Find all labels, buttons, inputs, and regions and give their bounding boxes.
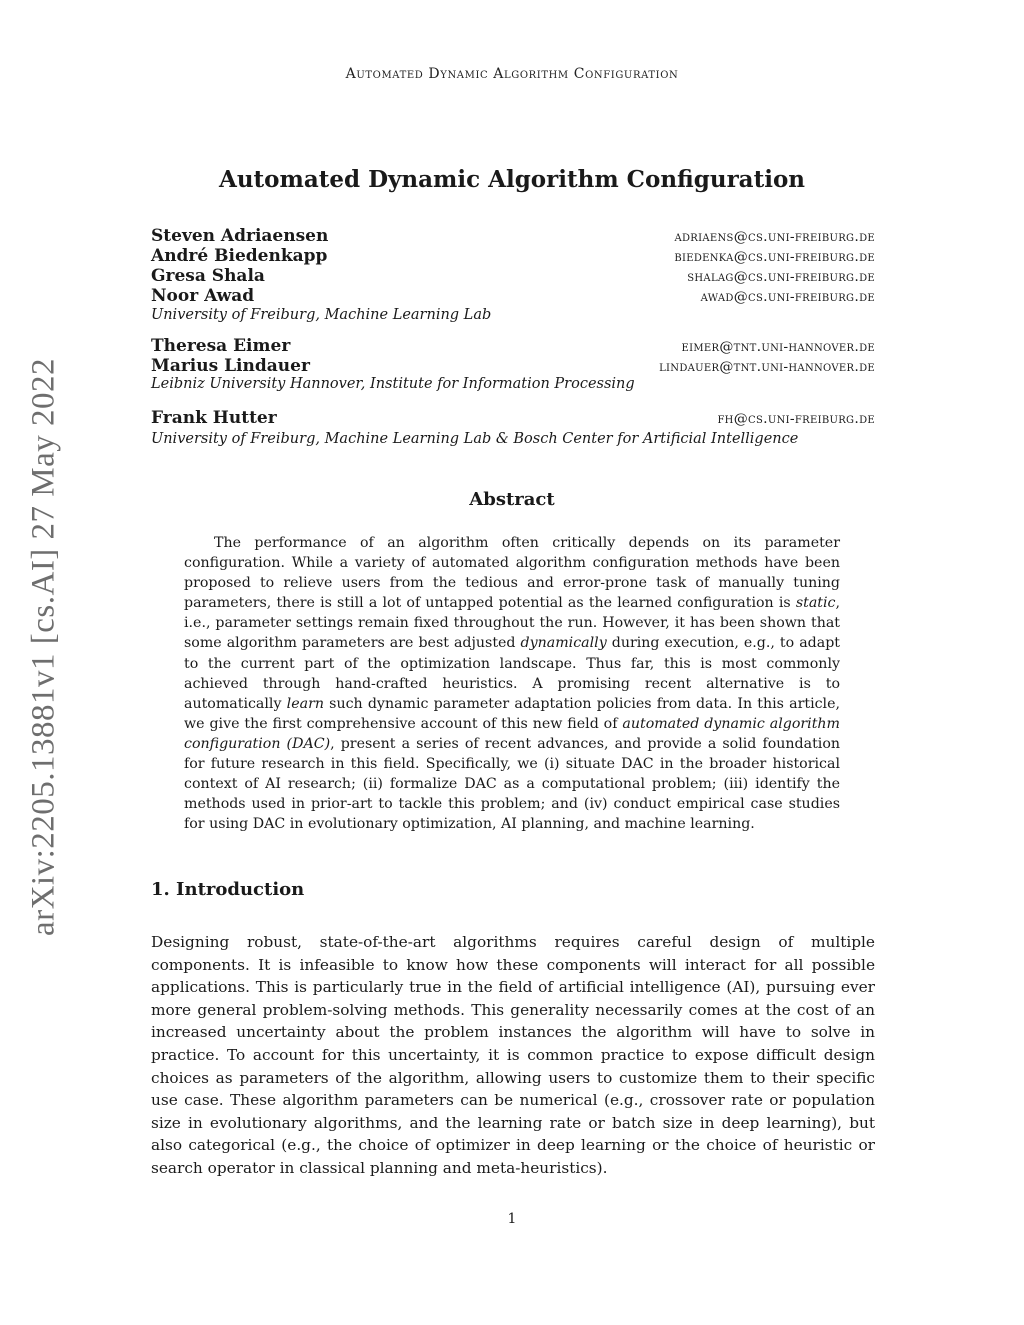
author-email[interactable]: eimer@tnt.uni-hannover.de xyxy=(681,339,875,355)
arxiv-identifier-stamp: arXiv:2205.13881v1 [cs.AI] 27 May 2022 xyxy=(25,357,62,937)
author-row xyxy=(151,356,875,377)
author-email[interactable]: biedenka@cs.uni-freiburg.de xyxy=(674,249,875,265)
introduction-paragraph: Designing robust, state-of-the-art algorithms requires careful design of multiple components. It is infeasible to know how these components will interact for all possible applications. This is particularly true in the field of artificial intelligence (AI), pursuing ever more general problem-solving methods. This generality necessarily comes at the cost of an increased uncertainty about the problem instances the algorithm will have to solve in practice. To account for this uncertainty, it is common practice to expose difficult design choices as parameters of the algorithm, allowing users to customize them to their specific use case. These algorithm parameters can be numerical (e.g., crossover rate or population size in evolutionary algorithms, and the learning rate or batch size in deep learning), but also categorical (e.g., the choice of optimizer in deep learning or the choice of heuristic or search operator in classical planning and meta-heuristics). xyxy=(151,933,875,1177)
abstract-emphasis: dynamically xyxy=(520,635,607,652)
author-row xyxy=(151,286,875,307)
author-row xyxy=(151,226,875,247)
abstract-heading: Abstract xyxy=(469,489,555,510)
affiliation: Leibniz University Hannover, Institute for Information Processing xyxy=(151,376,635,392)
affiliation: University of Freiburg, Machine Learning Lab xyxy=(151,307,492,323)
abstract-body xyxy=(184,533,840,834)
page-number: 1 xyxy=(507,1211,517,1227)
author-row xyxy=(151,408,875,429)
author-email[interactable]: lindauer@tnt.uni-hannover.de xyxy=(659,359,875,375)
author-name: André Biedenkapp xyxy=(151,246,328,266)
author-name: Marius Lindauer xyxy=(151,356,310,376)
abstract-text: , i.e., parameter settings remain fixed throughout the run. However, it has been shown that some algorithm parameters are best adjusted xyxy=(184,595,840,652)
author-name: Gresa Shala xyxy=(151,266,265,286)
abstract-emphasis: automated dynamic algorithm configuration (DAC) xyxy=(184,715,840,752)
paper-title: Automated Dynamic Algorithm Configuration xyxy=(218,166,806,193)
running-head: Automated Dynamic Algorithm Configuration xyxy=(345,66,679,82)
affiliation: University of Freiburg, Machine Learning Lab & Bosch Center for Artificial Intelligence xyxy=(151,431,799,447)
abstract-emphasis: learn xyxy=(286,695,324,712)
author-email[interactable]: shalag@cs.uni-freiburg.de xyxy=(687,269,875,285)
abstract-text: during execution, e.g., to adapt to the current part of the optimization landscape. Thus far, this is most commonly achieved through hand-crafted heuristics. A promising recent alternative is to automatically xyxy=(184,635,840,712)
author-name: Frank Hutter xyxy=(151,408,277,428)
author-email[interactable]: fh@cs.uni-freiburg.de xyxy=(717,411,875,427)
author-name: Noor Awad xyxy=(151,286,255,306)
author-name: Steven Adriaensen xyxy=(151,226,329,246)
section-heading-introduction: 1. Introduction xyxy=(151,879,305,900)
author-row xyxy=(151,246,875,267)
abstract-text: such dynamic parameter adaptation policies from data. In this article, we give the first comprehensive account of this new field of xyxy=(184,695,840,732)
abstract-text: The performance of an algorithm often critically depends on its parameter configuration. While a variety of automated algorithm configuration methods have been proposed to relieve users from the tedious and error-prone task of manually tuning parameters, there is still a lot of untapped potential as the learned configuration is xyxy=(184,535,840,612)
author-name: Theresa Eimer xyxy=(151,336,291,356)
abstract-text: , present a series of recent advances, and provide a solid foundation for future research in this field. Specifically, we (i) situate DAC in the broader historical context of AI research; (ii) formalize DAC as a computational problem; (iii) identify the methods used in prior-art to tackle this problem; and (iv) conduct empirical case studies for using DAC in evolutionary optimization, AI planning, and machine learning. xyxy=(184,735,840,833)
author-email[interactable]: adriaens@cs.uni-freiburg.de xyxy=(674,229,875,245)
abstract-emphasis: static xyxy=(795,595,836,612)
author-row xyxy=(151,336,875,357)
author-email[interactable]: awad@cs.uni-freiburg.de xyxy=(700,289,875,305)
author-row xyxy=(151,266,875,287)
